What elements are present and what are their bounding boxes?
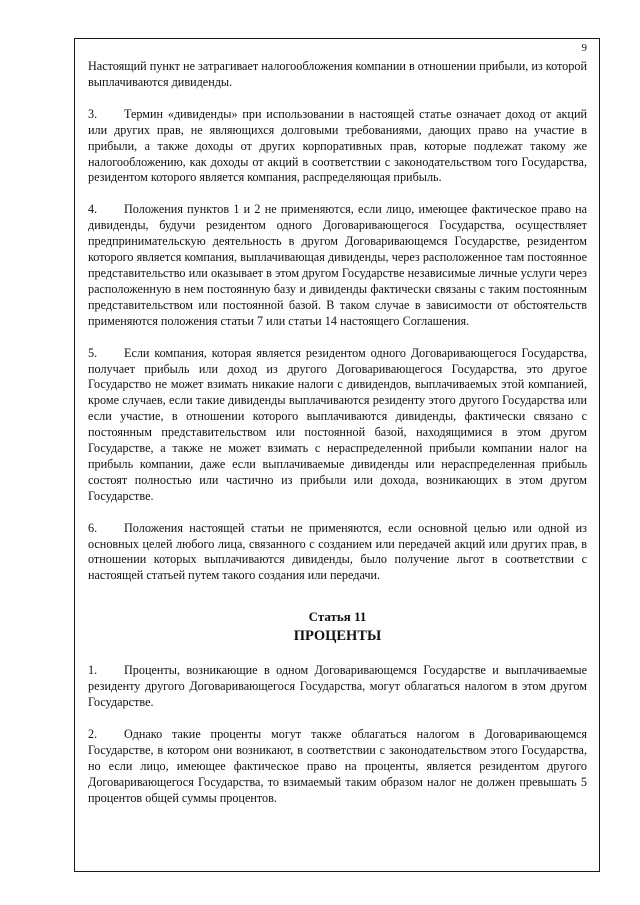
paragraph-continuation xyxy=(88,59,587,91)
paragraph-text: Однако такие проценты могут также облагаться налогом в Договаривающемся Государстве, в котором они возникают, в соответствии с законодательством этого Государства, но если лицо, имеющее фактическое право на проценты, является резидентом другого Договаривающегося Государства, то взимаемый таким образом налог не должен превышать 5 процентов общей суммы процентов. xyxy=(88,727,587,805)
paragraph-text: Термин «дивиденды» при использовании в настоящей статье означает доход от акций или других прав, не являющихся долговыми требованиями, дающих право на участие в прибыли, а также доходы от других корпоративных прав, которые подлежат такому же налогообложению, как доходы от акций в соответствии с законодательством того Государства, резидентом которого является компания, распределяющая прибыль. xyxy=(88,106,587,185)
paragraph-number: 6. xyxy=(88,520,98,535)
page-frame xyxy=(74,38,600,872)
paragraph-5 xyxy=(88,346,587,505)
paragraph-text: Если компания, которая является резидентом одного Договаривающегося Государства, получает прибыль или доход из другого Договаривающегося Государства, это другое Государство не может взимать никакие налоги с дивидендов, выплачиваемых этой компанией, кроме случаев, если такие дивиденды выплачиваются резиденту этого другого Государства или если участие, в отношении которого выплачиваются дивиденды, фактически связано с постоянным представительством или постоянной базой, находящимися в этом другом Государстве, а также не может взимать с нераспределенной прибыли компании налог на прибыль компании, даже если выплачиваемые дивиденды или нераспределенная прибыль состоят полностью или частично из прибыли или дохода, возникающих в этом другом Государстве. xyxy=(88,345,587,503)
paragraph-4 xyxy=(88,202,587,329)
paragraph-1 xyxy=(88,663,587,711)
paragraph-number: 5. xyxy=(88,345,98,360)
paragraph-text: Проценты, возникающие в одном Договаривающемся Государстве и выплачиваемые резиденту другого Договаривающегося Государства, могут облагаться налогом в этом другом Государстве. xyxy=(88,663,587,710)
paragraph-3 xyxy=(88,107,587,187)
paragraph-number: 4. xyxy=(88,202,98,217)
paragraph-6 xyxy=(88,521,587,585)
paragraph-number: 1. xyxy=(88,663,98,678)
article-title: Статья 11 xyxy=(308,609,367,625)
article-heading: ПРОЦЕНТЫ xyxy=(293,628,382,645)
document-body xyxy=(88,59,587,823)
paragraph-text: Настоящий пункт не затрагивает налогообложения компании в отношении прибыли, из которой выплачиваются дивиденды. xyxy=(88,59,587,89)
paragraph-text: Положения пунктов 1 и 2 не применяются, если лицо, имеющее фактическое право на дивиденды, будучи резидентом одного Договаривающегося Государства, осуществляет предпринимательскую деятельность в другом Договаривающемся Государстве, резидентом которого является компания, выплачивающая дивиденды, через расположенное там постоянное представительство или оказывает в этом другом Государстве независимые личные услуги через расположенную в нем постоянную базу и дивиденды фактически связаны с таким постоянным представительством или постоянной базой. В таком случае в зависимости от обстоятельств применяются положения статьи 7 или статьи 14 настоящего Соглашения. xyxy=(88,202,587,328)
paragraph-number: 2. xyxy=(88,727,98,741)
page-number: 9 xyxy=(581,42,587,54)
paragraph-text: Положения настоящей статьи не применяются, если основной целью или одной из основных целей любого лица, связанного с созданием или передачей акций или других прав, в отношении которых выплачиваются дивиденды, было получение льгот в соответствии с настоящей статьей путем такого создания или передачи. xyxy=(88,520,587,583)
paragraph-number: 3. xyxy=(88,106,98,121)
paragraph-2 xyxy=(88,727,587,807)
